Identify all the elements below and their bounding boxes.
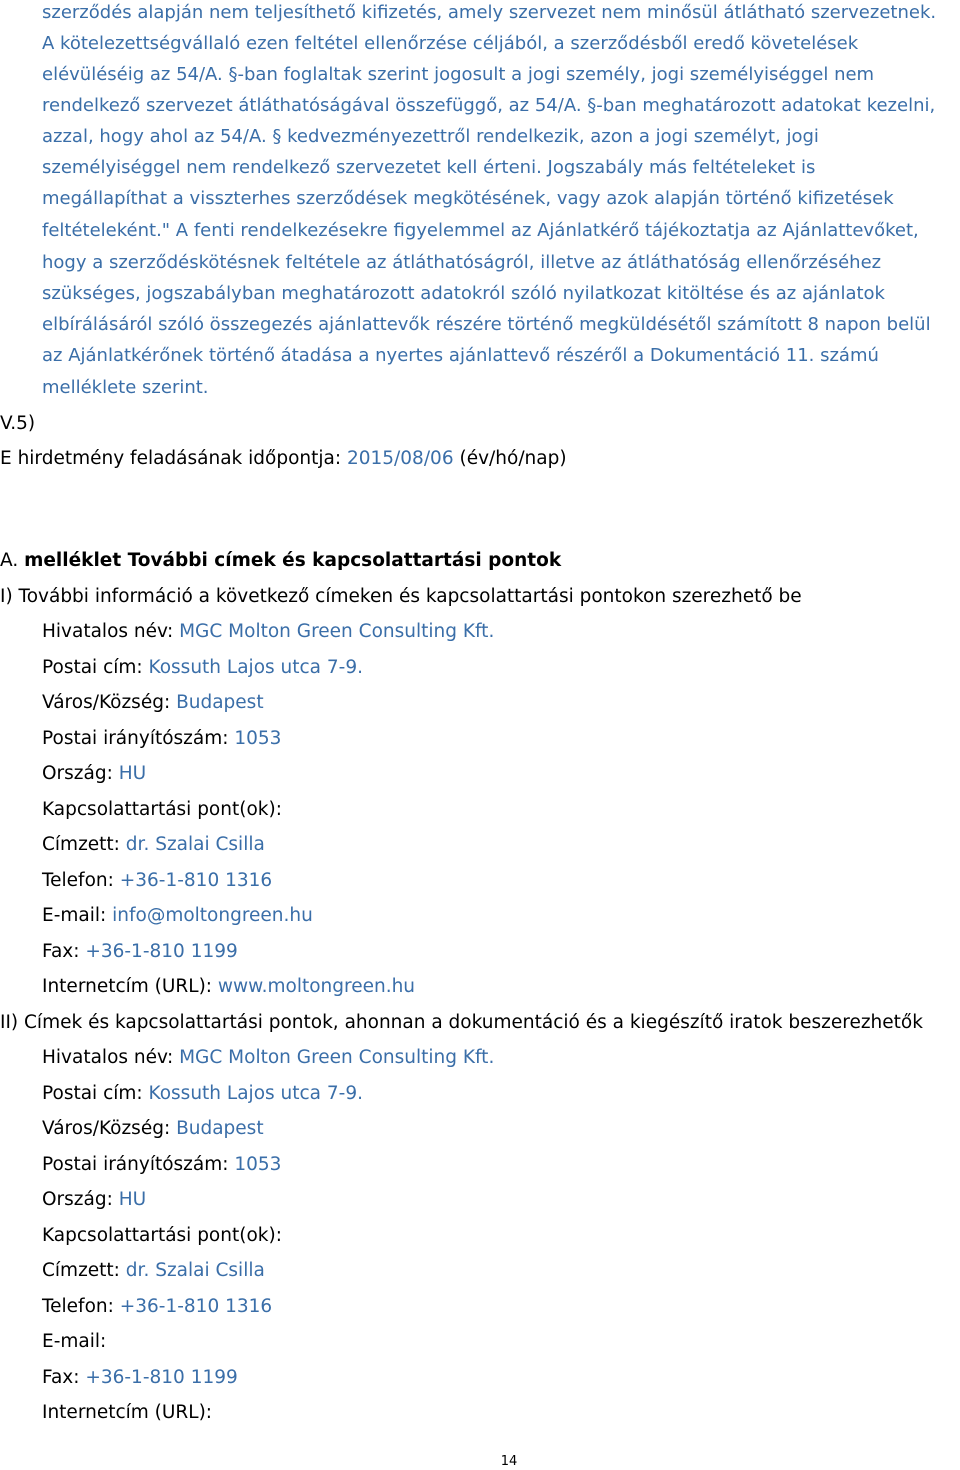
annex-title: A. melléklet További címek és kapcsolattartási pontok bbox=[0, 550, 562, 571]
paragraph-line: rendelkező szervezet átláthatóságával összefüggő, az 54/A. §-ban meghatározott adatokat kezelni, bbox=[42, 95, 936, 116]
city-field: Város/Község: Budapest bbox=[42, 692, 264, 713]
addressee-field: Címzett: dr. Szalai Csilla bbox=[42, 834, 265, 855]
paragraph-line: azzal, hogy ahol az 54/A. § kedvezményezettről rendelkezik, azon a jogi személyt, jogi bbox=[42, 126, 819, 147]
url-link[interactable]: www.moltongreen.hu bbox=[217, 976, 416, 997]
paragraph-line: szükséges, jogszabályban meghatározott adatokról szóló nyilatkozat kitöltése és az ajánlatok bbox=[42, 283, 885, 304]
paragraph-line: hogy a szerződéskötésnek feltétele az átláthatóságról, illetve az átláthatóság ellenőrzéséhez bbox=[42, 252, 882, 273]
section-number: V.5) bbox=[0, 413, 36, 434]
paragraph-line: feltételeként." A fenti rendelkezésekre figyelemmel az Ajánlatkérő tájékoztatja az Ajánlattevőket, bbox=[42, 220, 919, 241]
paragraph-line: elévüléséig az 54/A. §-ban foglaltak szerint jogosult a jogi személy, jogi személyiséggel nem bbox=[42, 64, 875, 85]
dispatch-date-label: E hirdetmény feladásának időpontja: bbox=[0, 448, 347, 469]
official-name-field: Hivatalos név: MGC Molton Green Consulting Kft. bbox=[42, 621, 495, 642]
postal-code-field: Postai irányítószám: 1053 bbox=[42, 1154, 282, 1175]
page-number: 14 bbox=[500, 1454, 518, 1469]
paragraph-line: személyiséggel nem rendelkező szervezetet kell érteni. Jogszabály más feltételeket is bbox=[42, 157, 816, 178]
dispatch-date-value: 2015/08/06 bbox=[346, 448, 454, 469]
email-link[interactable]: info@moltongreen.hu bbox=[112, 905, 313, 926]
paragraph-line: megállapíthat a visszterhes szerződések megkötésének, vagy azok alapján történő kifizetések bbox=[42, 188, 894, 209]
official-name-field: Hivatalos név: MGC Molton Green Consulting Kft. bbox=[42, 1047, 495, 1068]
email-field: E-mail: bbox=[42, 1331, 107, 1352]
paragraph-line: elbírálásáról szóló összegezés ajánlattevők részére történő megküldésétől számított 8 napon belül bbox=[42, 314, 931, 335]
part2-heading: II) Címek és kapcsolattartási pontok, ahonnan a dokumentáció és a kiegészítő iratok beszerezhetők bbox=[0, 1012, 923, 1033]
email-field: E-mail: info@moltongreen.hu bbox=[42, 905, 313, 926]
postal-address-field: Postai cím: Kossuth Lajos utca 7-9. bbox=[42, 1083, 363, 1104]
dispatch-date-line bbox=[0, 448, 567, 469]
phone-field: Telefon: +36-1-810 1316 bbox=[42, 870, 273, 891]
addressee-field: Címzett: dr. Szalai Csilla bbox=[42, 1260, 265, 1281]
city-field: Város/Község: Budapest bbox=[42, 1118, 264, 1139]
postal-address-field: Postai cím: Kossuth Lajos utca 7-9. bbox=[42, 657, 363, 678]
part1-heading: I) További információ a következő címeken és kapcsolattartási pontokon szerezhető be bbox=[0, 586, 802, 607]
paragraph-line: melléklete szerint. bbox=[42, 377, 209, 398]
paragraph-line: szerződés alapján nem teljesíthető kifizetés, amely szervezet nem minősül átlátható szervezetnek. bbox=[42, 2, 937, 23]
postal-code-field: Postai irányítószám: 1053 bbox=[42, 728, 282, 749]
fax-field: Fax: +36-1-810 1199 bbox=[42, 1367, 238, 1388]
paragraph-line: A kötelezettségvállaló ezen feltétel ellenőrzése céljából, a szerződésből eredő követelések bbox=[42, 33, 859, 54]
url-field: Internetcím (URL): www.moltongreen.hu bbox=[42, 976, 416, 997]
contact-points-label: Kapcsolattartási pont(ok): bbox=[42, 1225, 282, 1246]
phone-field: Telefon: +36-1-810 1316 bbox=[42, 1296, 273, 1317]
url-field: Internetcím (URL): bbox=[42, 1402, 213, 1423]
country-field: Ország: HU bbox=[42, 763, 147, 784]
fax-field: Fax: +36-1-810 1199 bbox=[42, 941, 238, 962]
paragraph-line: az Ajánlatkérőnek történő átadása a nyertes ajánlattevő részéről a Dokumentáció 11. számú bbox=[42, 345, 879, 366]
dispatch-date-suffix: (év/hó/nap) bbox=[453, 448, 567, 469]
contact-points-label: Kapcsolattartási pont(ok): bbox=[42, 799, 282, 820]
country-field: Ország: HU bbox=[42, 1189, 147, 1210]
